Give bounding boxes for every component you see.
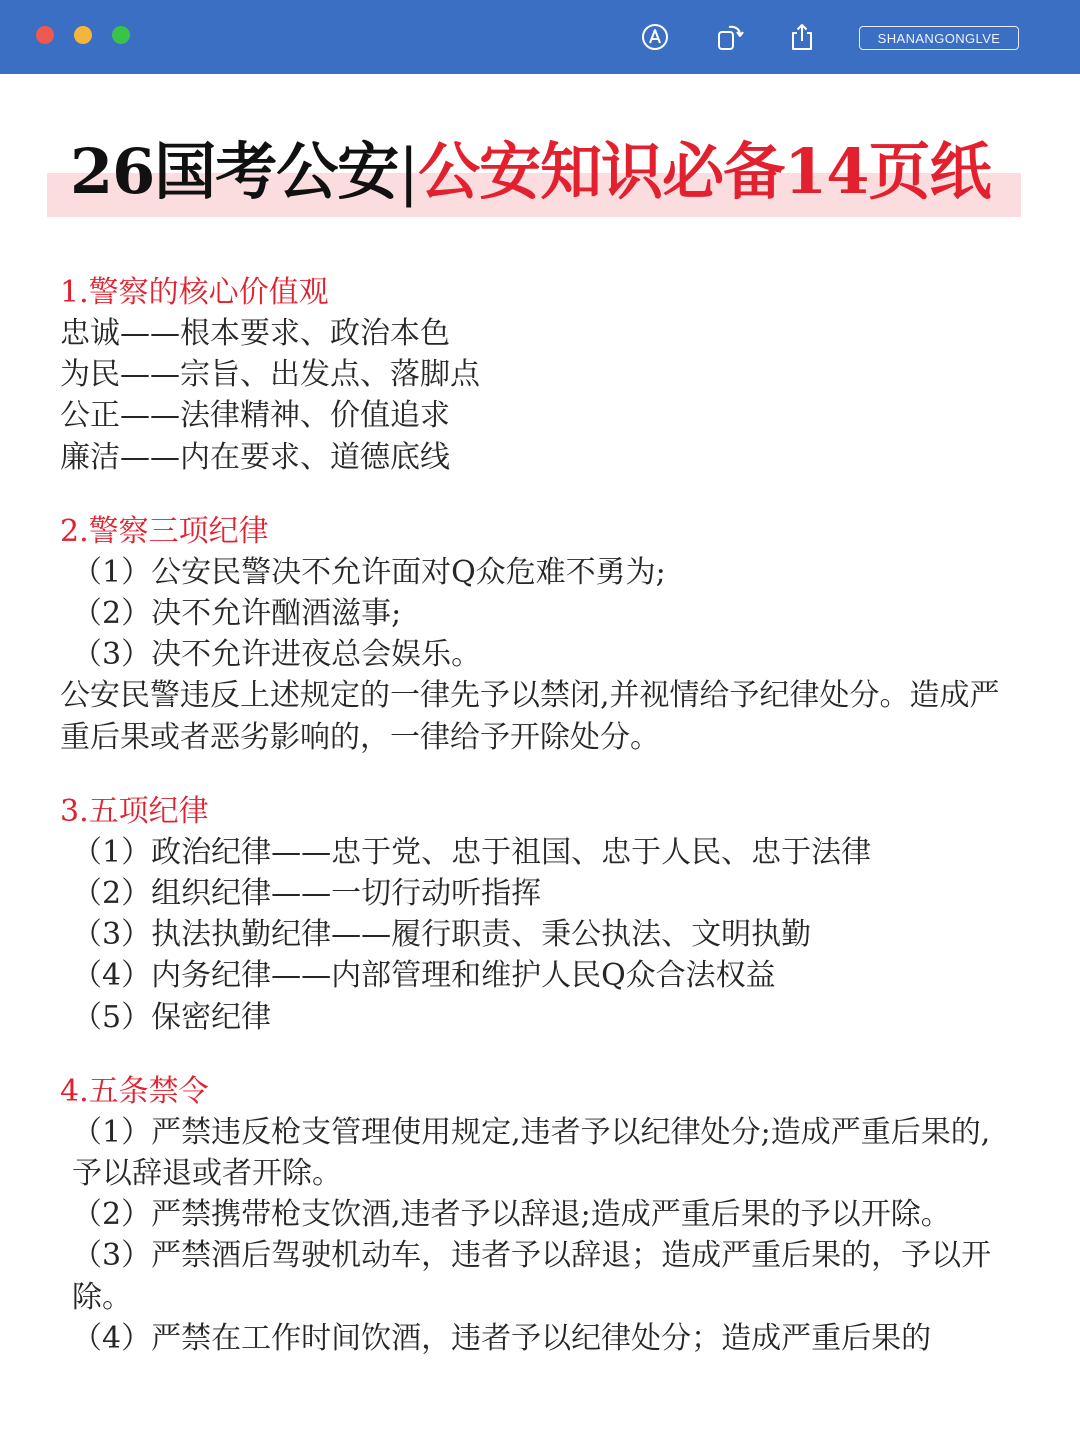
- compass-icon[interactable]: [640, 22, 670, 52]
- rotate-icon[interactable]: [716, 22, 746, 52]
- brand-label: SHANANGONGLVE: [859, 26, 1019, 50]
- section-five-prohibitions: [60, 1071, 1020, 1359]
- title-separator: |: [398, 135, 419, 208]
- section-line: （2）严禁携带枪支饮酒,违者予以辞退;造成严重后果的予以开除。: [72, 1197, 951, 1233]
- section-core-values: [60, 272, 1020, 478]
- section-line: （5）保密纪律: [72, 999, 272, 1035]
- section-line: （3）决不允许进夜总会娱乐。: [72, 637, 482, 673]
- section-line: （3）执法执勤纪律——履行职责、秉公执法、文明执勤: [72, 917, 812, 953]
- maximize-window-button[interactable]: [112, 26, 130, 44]
- section-heading: 1.警察的核心价值观: [60, 275, 329, 310]
- section-line: （2）决不允许酗酒滋事;: [72, 596, 402, 632]
- section-line: 为民——宗旨、出发点、落脚点: [60, 357, 480, 393]
- section-line: （1）政治纪律——忠于党、忠于祖国、忠于人民、忠于法律: [72, 834, 872, 870]
- section-heading: 3.五项纪律: [60, 793, 209, 829]
- section-heading: 4.五条禁令: [60, 1073, 209, 1109]
- title-part-black: 26国考公安: [70, 135, 399, 208]
- section-paragraph: 公安民警违反上述规定的一律先予以禁闭,并视情给予纪律处分。造成严重后果或者恶劣影响的，一律给予开除处分。: [60, 678, 1000, 755]
- minimize-window-button[interactable]: [74, 26, 92, 44]
- section-line: （4）内务纪律——内部管理和维护人民Q众合法权益: [72, 958, 776, 994]
- close-window-button[interactable]: [36, 26, 54, 44]
- section-five-disciplines: [60, 791, 1020, 1038]
- section-line: （1）严禁违反枪支管理使用规定,违者予以纪律处分;造成严重后果的,予以辞退或者开除。: [72, 1114, 991, 1192]
- section-line: （3）严禁酒后驾驶机动车，违者予以辞退；造成严重后果的，予以开除。: [72, 1238, 992, 1315]
- section-line: 公正——法律精神、价值追求: [60, 398, 450, 434]
- section-three-disciplines: [60, 511, 1020, 758]
- window-titlebar: [0, 0, 1080, 74]
- title-part-red: 公安知识必备14页纸: [418, 135, 991, 208]
- share-icon[interactable]: [787, 22, 817, 52]
- document-body: [60, 272, 1020, 1392]
- section-line: 廉洁——内在要求、道德底线: [60, 439, 450, 475]
- section-line: （4）严禁在工作时间饮酒，违者予以纪律处分；造成严重后果的: [72, 1320, 932, 1356]
- section-line: （2）组织纪律——一切行动听指挥: [72, 876, 542, 912]
- section-line: 忠诚——根本要求、政治本色: [60, 316, 450, 351]
- section-heading: 2.警察三项纪律: [60, 513, 269, 549]
- page-title: [70, 132, 1030, 212]
- section-line: （1）公安民警决不允许面对Q众危难不勇为;: [72, 554, 666, 590]
